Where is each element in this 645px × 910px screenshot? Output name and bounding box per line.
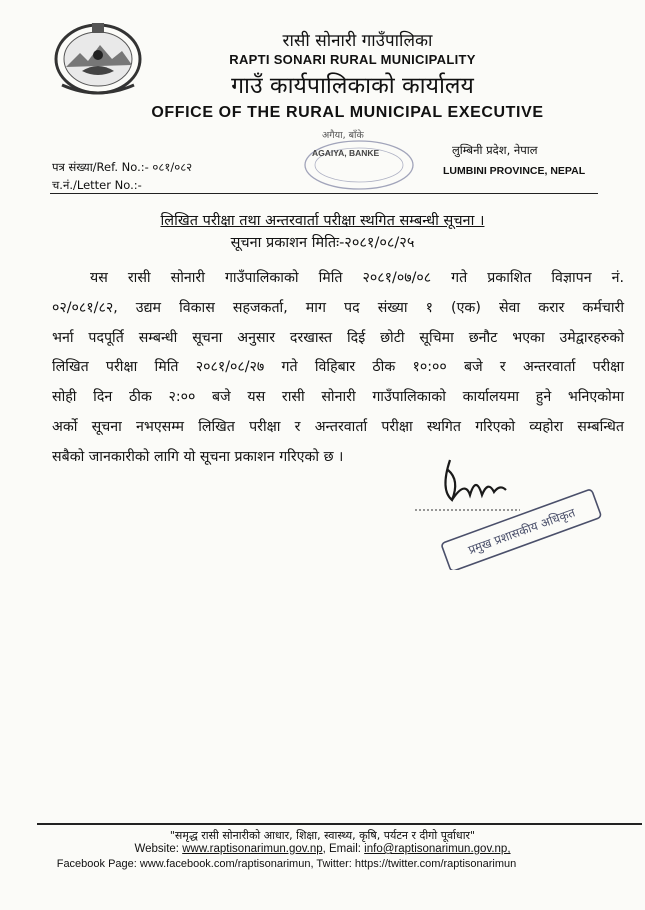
notice-date: सूचना प्रकाशन मितिः-२०८१/०८/२५ — [230, 235, 415, 251]
notice-title — [0, 210, 645, 230]
body-line: ०२/०८१/८२, उद्यम विकास सहजकर्ता, माग पद संख्या १ (एक) सेवा करार कर्मचारी — [52, 299, 624, 316]
municipality-name-en: RAPTI SONARI RURAL MUNICIPALITY — [229, 52, 476, 67]
signature-stamp — [410, 440, 610, 570]
address-en: AGAIYA, BANKE — [312, 148, 380, 158]
body-line: यस रासी सोनारी गाउँपालिकाको मिति २०८१/०७/०८ गते प्रकाशित विज्ञापन नं. — [90, 270, 624, 286]
reference-number: पत्र संख्या/Ref. No.:- ०८१/०८२ — [52, 160, 193, 174]
municipality-name-np: रासी सोनारी गाउँपालिका — [282, 31, 433, 51]
office-name-np: गाउँ कार्यपालिकाको कार्यालय — [231, 73, 474, 99]
footer-social: Facebook Page: www.facebook.com/raptisonarimun, Twitter: https://twitter.com/raptisonarimun — [56, 858, 517, 870]
province-np: लुम्बिनी प्रदेश, नेपाल — [452, 143, 538, 157]
province-en: LUMBINI PROVINCE, NEPAL — [443, 165, 586, 177]
official-title-stamp: प्रमुख प्रशासकीय अधिकृत — [466, 505, 577, 558]
letter-number: च.नं./Letter No.:- — [52, 178, 142, 192]
footer-divider — [37, 823, 642, 825]
body-line: सोही दिन ठीक २:०० बजे यस रासी सोनारी गाउँपालिकाको कार्यालयमा हुने भनिएकोमा — [52, 389, 624, 406]
office-stamp-icon — [300, 135, 418, 193]
handwritten-signature-icon — [445, 460, 506, 500]
email-label: , Email: — [322, 843, 361, 855]
footer-contact — [0, 843, 645, 855]
address-np: अगैया, बाँके — [322, 130, 364, 141]
body-line: अर्को सूचना नभएसम्म लिखित परीक्षा र अन्तरवार्ता परीक्षा स्थगित गरिएको व्यहोरा सम्बन्धित — [52, 418, 624, 435]
office-name-en: OFFICE OF THE RURAL MUNICIPAL EXECUTIVE — [151, 104, 544, 121]
website-label: Website: — [134, 843, 179, 855]
body-line: भर्ना पदपूर्ति सम्बन्धी सूचना अनुसार दरखास्त दिई छोटी सूचिमा छनौट भएका उमेद्वारहरुको — [52, 329, 624, 346]
body-line: सबैको जानकारीको लागि यो सूचना प्रकाशन गरिएको छ । — [52, 448, 344, 465]
header-divider — [50, 193, 598, 194]
email-link[interactable]: info@raptisonarimun.gov.np, — [364, 843, 511, 855]
body-line: लिखित परीक्षा मिति २०८१/०८/२७ गते विहिबार ठीक १०:०० बजे र अन्तरवार्ता परीक्षा — [52, 359, 624, 376]
notice-title-text: लिखित परीक्षा तथा अन्तरवार्ता परीक्षा स्थगित सम्बन्धी सूचना । — [160, 213, 485, 229]
footer-slogan: "समृद्ध रासी सोनारीको आधार, शिक्षा, स्वास्थ्य, कृषि, पर्यटन र दीगो पूर्वाधार" — [169, 829, 476, 842]
website-link[interactable]: www.raptisonarimun.gov.np — [182, 843, 323, 855]
